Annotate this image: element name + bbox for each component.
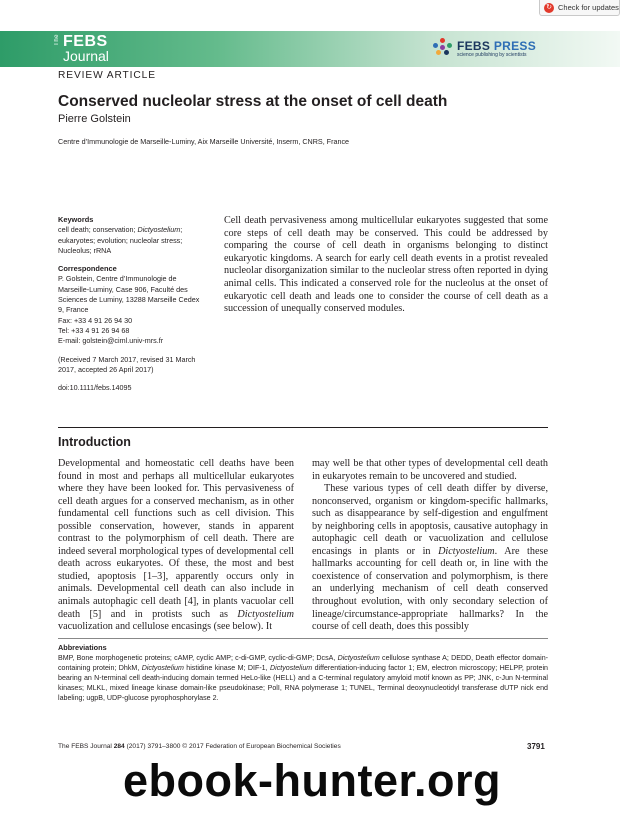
- press-name-b: PRESS: [493, 38, 537, 53]
- page-number: 3791: [527, 742, 545, 751]
- intro-paragraph: These various types of cell death differ by diverse, nonconserved, organism or kingdom-specific hallmarks, such as disappearance by self-digestion and engulfment by neighboring cells in apoptosis, causative autophagy in autophagic cell death or vacuolization and cellulose encasings in plants or in Dictyostelium. Are these hallmarks accounting for cell death or, in line with the coexistence of conservation and polymorphism, is there an underlying mechanism of cell death conserved throughout evolution, with only secondary selection of lineage/circumstance-appropriate hallmarks? In the course of cell death, does this possibly: [312, 483, 548, 633]
- received-dates: 2017, accepted 26 April 2017): [58, 364, 154, 374]
- press-name-a: FEBS: [457, 38, 491, 53]
- febs-press-logo: [433, 38, 536, 58]
- refresh-icon: ↻: [544, 3, 554, 13]
- author-affiliation: Centre d’Immunologie de Marseille-Luminy, Aix Marseille Université, Inserm, CNRS, France: [58, 137, 350, 146]
- keywords-line-3: Nucleolus; rRNA: [58, 245, 112, 255]
- check-for-updates-button[interactable]: [539, 0, 620, 16]
- intro-column-right: [312, 458, 548, 634]
- watermark: ebook-hunter.org: [123, 755, 501, 806]
- abstract: Cell death pervasiveness among multicellular eukaryotes suggested that some core steps of cell death may be conserved. This could be addressed by comparing the course of cell death in organisms belonging to distinct eukaryotic kingdoms. A search for early cell death events in a protist revealed nucleolar disorganization similar to the nucleolar stress often reported in dying animal cells. This indicated a conserved role for the nucleolus at the onset of eukaryotic cell death and leads one to consider the course of cell death as a succession of unequally conserved modules.: [224, 215, 548, 315]
- abbreviations-text: BMP, Bone morphogenetic proteins; cAMP, cyclic AMP; c-di-GMP, cyclic-di-GMP; DcsA, Dictyostelium cellulose synthase A; DEDD, Death effector domain-containing protein; DhkM, Dictyostelium histidine kinase M; DIF-1, Dictyostelium differentiation-inducing factor 1; EM, electron microscopy; HELPP, protein bearing an N-terminal cell death-inducing domain termed HeLo-like (HELL) and a C-terminal regulatory amyloid motif known as PP; JNK, c-Jun N-terminal kinases; MLKL, mixed lineage kinase domain-like pseudokinase; PolI, RNA polymerase 1; TUNEL, Terminal deoxynucleotidyl transferase dUTP nick end labeling; ugpB, UDP-glucose pyrophosphorylase 2.: [58, 653, 549, 702]
- febs-press-dots-icon: [433, 38, 453, 58]
- article-metadata: [58, 215, 218, 393]
- author-name: Pierre Golstein: [58, 113, 131, 125]
- abbreviations: [58, 643, 548, 703]
- article-title: Conserved nucleolar stress at the onset of cell death: [58, 93, 448, 110]
- check-for-updates-label: Check for updates: [558, 3, 619, 12]
- correspondence-line: P. Golstein, Centre d’Immunologie de: [58, 274, 177, 284]
- correspondence-email[interactable]: E-mail: golstein@ciml.univ-mrs.fr: [58, 336, 164, 346]
- correspondence-line: 9, France: [58, 305, 89, 315]
- section-divider: [58, 427, 548, 428]
- keywords-line-1: cell death; conservation; Dictyostelium;: [58, 225, 183, 235]
- introduction-heading: Introduction: [58, 435, 131, 449]
- correspondence-line: Marseille-Luminy, Case 906, Faculté des: [58, 284, 188, 294]
- correspondence-heading: Correspondence: [58, 264, 117, 274]
- correspondence-tel: Tel: +33 4 91 26 94 68: [58, 325, 130, 335]
- doi-link[interactable]: doi:10.1111/febs.14095: [58, 383, 132, 393]
- keywords-line-2: eukaryotes; evolution; nucleolar stress;: [58, 235, 183, 245]
- intro-column-left: [58, 458, 294, 634]
- page-footer: The FEBS Journal 284 (2017) 3791–3800 © 2017 Federation of European Biochemical Societies: [58, 743, 341, 750]
- keywords-heading: Keywords: [58, 215, 94, 224]
- correspondence-line: Sciences de Luminy, 13288 Marseille Cedex: [58, 295, 200, 305]
- intro-paragraph: may well be that other types of developmental cell death in eukaryotes remain to be uncovered and studied.: [312, 458, 548, 482]
- press-tagline: science publishing by scientists: [457, 51, 527, 58]
- abbreviations-heading: Abbreviations: [58, 643, 107, 652]
- abbreviations-divider: [58, 638, 548, 639]
- received-dates: (Received 7 March 2017, revised 31 March: [58, 354, 196, 364]
- intro-paragraph: Developmental and homeostatic cell deaths have been found in most and perhaps all multicellular eukaryotes where they have been looked for. This pervasiveness of cell death argues for a conserved mechanism, as in other fundamental cell functions such as cell division. This possible conservation, however, stands in apparent contrast to the polymorphism of cell death. There are indeed several morphological types of developmental cell death across eukaryotes. Of these, the most and best studied, apoptosis [1–3], apparently occurs only in animals. Developmental cell death can also include in animals autophagic cell death [4], in plants vacuolar cell death [5] and in protists such as Dictyostelium vacuolization and cellulose encasings (see below). It: [58, 458, 294, 633]
- article-type: REVIEW ARTICLE: [58, 70, 156, 81]
- correspondence-fax: Fax: +33 4 91 26 94 30: [58, 315, 133, 325]
